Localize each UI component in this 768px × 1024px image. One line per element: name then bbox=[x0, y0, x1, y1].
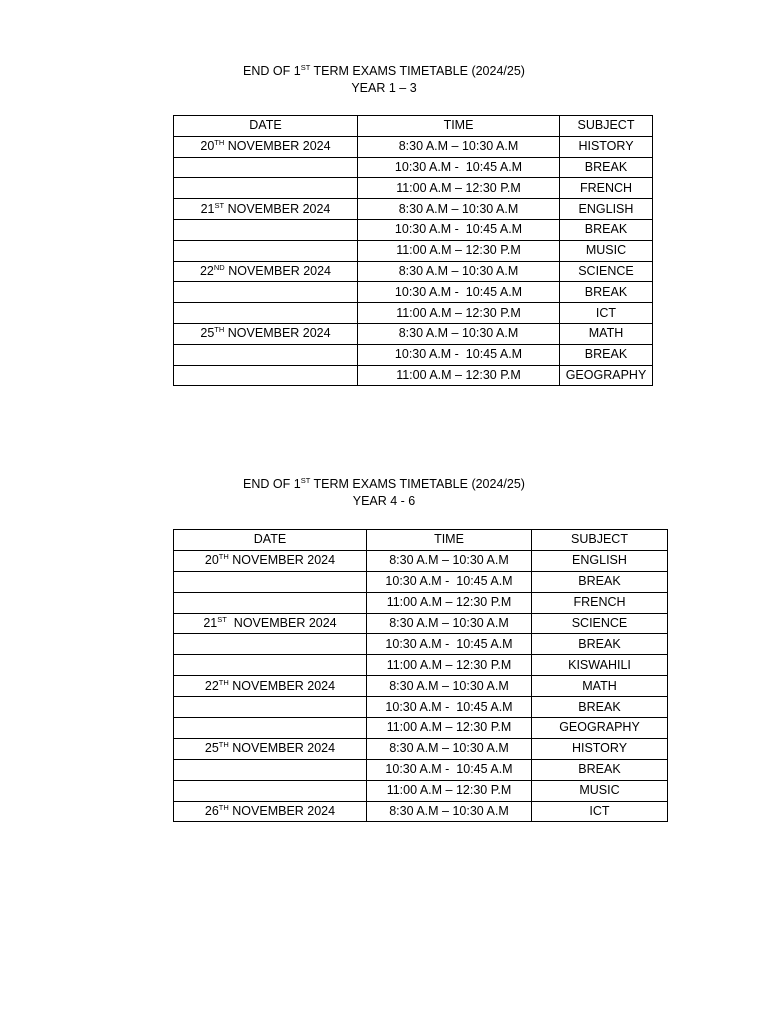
cell-subject: BREAK bbox=[532, 759, 668, 780]
cell-time: 8:30 A.M – 10:30 A.M bbox=[358, 323, 560, 344]
table-row bbox=[174, 801, 668, 822]
cell-subject: FRENCH bbox=[560, 178, 653, 199]
cell-time: 10:30 A.M - 10:45 A.M bbox=[367, 759, 532, 780]
title-sup: ST bbox=[300, 476, 311, 485]
table-row bbox=[174, 634, 668, 655]
table-row bbox=[174, 323, 653, 344]
date-ordinal-suffix: TH bbox=[214, 325, 225, 335]
cell-subject: BREAK bbox=[532, 634, 668, 655]
title-subtitle: YEAR 1 – 3 bbox=[351, 81, 417, 95]
cell-subject: SCIENCE bbox=[532, 613, 668, 634]
cell-date bbox=[174, 697, 367, 718]
cell-subject: MUSIC bbox=[532, 780, 668, 801]
title-pre: END OF 1 bbox=[243, 64, 301, 78]
cell-time: 8:30 A.M – 10:30 A.M bbox=[367, 801, 532, 822]
cell-time: 10:30 A.M - 10:45 A.M bbox=[358, 219, 560, 240]
table-row bbox=[174, 157, 653, 178]
table-row bbox=[174, 282, 653, 303]
date-ordinal-suffix: TH bbox=[218, 552, 229, 562]
cell-time: 10:30 A.M - 10:45 A.M bbox=[367, 571, 532, 592]
date-ordinal-suffix: TH bbox=[218, 740, 229, 750]
title-post: TERM EXAMS TIMETABLE (2024/25) bbox=[310, 64, 525, 78]
table-row bbox=[174, 759, 668, 780]
cell-time: 11:00 A.M – 12:30 P.M bbox=[367, 655, 532, 676]
date-rest: NOVEMBER 2024 bbox=[228, 678, 336, 693]
title-sup: ST bbox=[300, 63, 311, 72]
date-ordinal-suffix: TH bbox=[218, 803, 229, 813]
date-rest: NOVEMBER 2024 bbox=[228, 741, 336, 756]
title-pre: END OF 1 bbox=[243, 477, 301, 491]
cell-subject: ENGLISH bbox=[532, 550, 668, 571]
title-subtitle: YEAR 4 - 6 bbox=[352, 494, 416, 508]
date-rest: NOVEMBER 2024 bbox=[224, 263, 332, 278]
timetable-year-4-6 bbox=[173, 529, 668, 822]
table-row bbox=[174, 261, 653, 282]
date-num: 21 bbox=[203, 616, 218, 630]
table-row bbox=[174, 571, 668, 592]
cell-time: 8:30 A.M – 10:30 A.M bbox=[367, 738, 532, 759]
cell-date bbox=[174, 550, 367, 571]
cell-subject: GEOGRAPHY bbox=[532, 718, 668, 739]
date-num: 22 bbox=[204, 678, 219, 693]
date-ordinal-suffix: ST bbox=[217, 615, 227, 624]
cell-time: 8:30 A.M – 10:30 A.M bbox=[358, 261, 560, 282]
cell-time: 11:00 A.M – 12:30 P.M bbox=[367, 592, 532, 613]
cell-subject: MATH bbox=[532, 676, 668, 697]
cell-date bbox=[174, 780, 367, 801]
table-body bbox=[174, 116, 653, 386]
date-rest: NOVEMBER 2024 bbox=[228, 804, 336, 819]
cell-time: 11:00 A.M – 12:30 P.M bbox=[367, 780, 532, 801]
table-row bbox=[174, 303, 653, 324]
cell-time: 8:30 A.M – 10:30 A.M bbox=[367, 550, 532, 571]
timetable-title-year-1-3 bbox=[0, 63, 768, 97]
cell-subject: BREAK bbox=[560, 157, 653, 178]
cell-subject: ICT bbox=[560, 303, 653, 324]
cell-time: 11:00 A.M – 12:30 P.M bbox=[367, 718, 532, 739]
table-row bbox=[174, 550, 668, 571]
cell-subject: BREAK bbox=[560, 282, 653, 303]
cell-time: 10:30 A.M - 10:45 A.M bbox=[358, 157, 560, 178]
date-num: 25 bbox=[204, 741, 219, 756]
table-row bbox=[174, 592, 668, 613]
header-date: DATE bbox=[174, 116, 358, 137]
cell-subject: BREAK bbox=[532, 697, 668, 718]
date-ordinal-suffix: TH bbox=[218, 677, 229, 687]
table-body bbox=[174, 530, 668, 822]
table-row bbox=[174, 136, 653, 157]
cell-time: 8:30 A.M – 10:30 A.M bbox=[358, 199, 560, 220]
timetable-title-year-4-6 bbox=[0, 476, 768, 510]
title-post: TERM EXAMS TIMETABLE (2024/25) bbox=[310, 477, 525, 491]
cell-subject: FRENCH bbox=[532, 592, 668, 613]
cell-date bbox=[174, 219, 358, 240]
cell-time: 11:00 A.M – 12:30 P.M bbox=[358, 240, 560, 261]
table-row bbox=[174, 199, 653, 220]
table-row bbox=[174, 344, 653, 365]
cell-subject: BREAK bbox=[560, 219, 653, 240]
cell-date bbox=[174, 592, 367, 613]
date-rest: NOVEMBER 2024 bbox=[226, 616, 337, 630]
date-rest: NOVEMBER 2024 bbox=[224, 326, 331, 341]
cell-date bbox=[174, 199, 358, 220]
cell-date bbox=[174, 613, 367, 634]
cell-time: 10:30 A.M - 10:45 A.M bbox=[358, 344, 560, 365]
cell-date bbox=[174, 571, 367, 592]
title-line bbox=[0, 476, 768, 493]
cell-date bbox=[174, 157, 358, 178]
cell-subject: BREAK bbox=[560, 344, 653, 365]
table-row bbox=[174, 178, 653, 199]
cell-subject: ICT bbox=[532, 801, 668, 822]
date-num: 20 bbox=[204, 553, 219, 568]
date-rest: NOVEMBER 2024 bbox=[224, 139, 331, 154]
date-ordinal-suffix: ND bbox=[213, 262, 225, 272]
table-row bbox=[174, 676, 668, 697]
cell-time: 8:30 A.M – 10:30 A.M bbox=[367, 613, 532, 634]
cell-subject: HISTORY bbox=[560, 136, 653, 157]
cell-date bbox=[174, 303, 358, 324]
cell-subject: ENGLISH bbox=[560, 199, 653, 220]
cell-subject: MATH bbox=[560, 323, 653, 344]
cell-date bbox=[174, 240, 358, 261]
cell-time: 8:30 A.M – 10:30 A.M bbox=[367, 676, 532, 697]
cell-time: 10:30 A.M - 10:45 A.M bbox=[367, 697, 532, 718]
cell-date bbox=[174, 801, 367, 822]
date-num: 26 bbox=[204, 804, 219, 819]
table-row bbox=[174, 697, 668, 718]
cell-time: 11:00 A.M – 12:30 P.M bbox=[358, 303, 560, 324]
cell-time: 10:30 A.M - 10:45 A.M bbox=[358, 282, 560, 303]
cell-time: 10:30 A.M - 10:45 A.M bbox=[367, 634, 532, 655]
cell-date bbox=[174, 323, 358, 344]
date-rest: NOVEMBER 2024 bbox=[224, 201, 331, 216]
header-time: TIME bbox=[367, 530, 532, 551]
cell-subject: MUSIC bbox=[560, 240, 653, 261]
cell-date bbox=[174, 655, 367, 676]
title-line bbox=[0, 63, 768, 80]
cell-subject: BREAK bbox=[532, 571, 668, 592]
cell-date bbox=[174, 178, 358, 199]
cell-subject: HISTORY bbox=[532, 738, 668, 759]
cell-subject: SCIENCE bbox=[560, 261, 653, 282]
header-subject: SUBJECT bbox=[560, 116, 653, 137]
cell-date bbox=[174, 676, 367, 697]
cell-time: 8:30 A.M – 10:30 A.M bbox=[358, 136, 560, 157]
table-row bbox=[174, 613, 668, 634]
cell-date bbox=[174, 759, 367, 780]
date-rest: NOVEMBER 2024 bbox=[228, 553, 336, 568]
cell-date bbox=[174, 344, 358, 365]
cell-time: 11:00 A.M – 12:30 P.M bbox=[358, 365, 560, 386]
table-header-row bbox=[174, 530, 668, 551]
date-num: 22 bbox=[199, 263, 214, 278]
table-row bbox=[174, 240, 653, 261]
table-row bbox=[174, 718, 668, 739]
timetable-year-1-3 bbox=[173, 115, 653, 386]
table-row bbox=[174, 655, 668, 676]
date-num: 25 bbox=[200, 326, 215, 341]
header-time: TIME bbox=[358, 116, 560, 137]
table-row bbox=[174, 365, 653, 386]
date-num: 20 bbox=[200, 139, 215, 154]
header-subject: SUBJECT bbox=[532, 530, 668, 551]
cell-date bbox=[174, 365, 358, 386]
cell-subject: GEOGRAPHY bbox=[560, 365, 653, 386]
table-row bbox=[174, 219, 653, 240]
header-date: DATE bbox=[174, 530, 367, 551]
cell-date bbox=[174, 136, 358, 157]
cell-date bbox=[174, 282, 358, 303]
table-header-row bbox=[174, 116, 653, 137]
cell-date bbox=[174, 738, 367, 759]
cell-date bbox=[174, 718, 367, 739]
date-ordinal-suffix: ST bbox=[214, 200, 225, 210]
table-row bbox=[174, 738, 668, 759]
cell-time: 11:00 A.M – 12:30 P.M bbox=[358, 178, 560, 199]
cell-subject: KISWAHILI bbox=[532, 655, 668, 676]
cell-date bbox=[174, 261, 358, 282]
date-num: 21 bbox=[200, 201, 215, 216]
table-row bbox=[174, 780, 668, 801]
date-ordinal-suffix: TH bbox=[214, 138, 225, 148]
cell-date bbox=[174, 634, 367, 655]
